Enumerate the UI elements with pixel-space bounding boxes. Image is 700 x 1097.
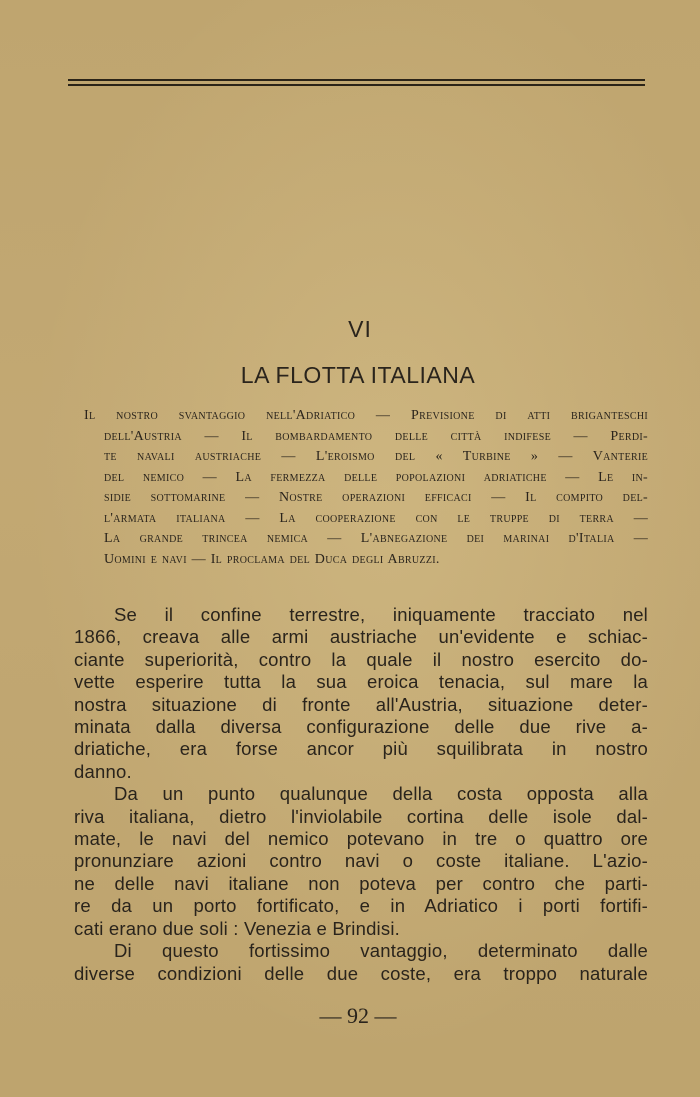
- summary-line: Il nostro svantaggio nell'Adriatico — Previsione di atti briganteschi: [84, 408, 648, 423]
- text-line: pronunziare azioni contro navi o coste italiane. L'azio-: [74, 850, 648, 872]
- chapter-summary: [84, 406, 648, 570]
- paragraph: [74, 940, 648, 985]
- paragraph: [74, 604, 648, 783]
- text-line: nostra situazione di fronte all'Austria, situazione deter-: [74, 693, 648, 715]
- text-line: diverse condizioni delle due coste, era troppo naturale: [74, 962, 648, 984]
- text-line: vette esperire tutta la sua eroica tenacia, sul mare la: [74, 671, 648, 693]
- text-line: mate, le navi del nemico potevano in tre o quattro ore: [74, 828, 648, 850]
- text-line: riva italiana, dietro l'inviolabile cortina delle isole dal-: [74, 805, 648, 827]
- text-line: Di questo fortissimo vantaggio, determinato dalle: [114, 940, 648, 962]
- text-line: Da un punto qualunque della costa opposta alla: [114, 783, 648, 805]
- chapter-title: LA FLOTTA ITALIANA: [240, 362, 476, 388]
- text-line: cati erano due soli : Venezia e Brindisi.: [74, 917, 400, 939]
- header-rule-bottom: [68, 84, 645, 86]
- text-line: minata dalla diversa configurazione delle due rive a-: [74, 716, 648, 738]
- summary-line: Uomini e navi — Il proclama del Duca degli Abruzzi.: [104, 551, 440, 567]
- chapter-number: VI: [348, 316, 372, 342]
- text-line: driatiche, era forse ancor più squilibrata in nostro: [74, 738, 648, 760]
- header-rule-top: [68, 79, 645, 81]
- summary-line: sidie sottomarine — Nostre operazioni efficaci — Il compito del-: [104, 490, 648, 505]
- paragraph: [74, 783, 648, 940]
- summary-line: dell'Austria — Il bombardamento delle città indifese — Perdi-: [104, 428, 648, 444]
- page-number: — 92 —: [319, 1003, 397, 1028]
- text-line: Se il confine terrestre, iniquamente tracciato nel: [114, 604, 648, 625]
- summary-line: l'armata italiana — La cooperazione con le truppe di terra —: [104, 510, 648, 526]
- text-line: re da un porto fortificato, e in Adriatico i porti fortifi-: [74, 895, 648, 917]
- text-line: 1866, creava alle armi austriache un'evidente e schiac-: [74, 626, 648, 648]
- summary-line: del nemico — La fermezza delle popolazioni adriatiche — Le in-: [104, 469, 648, 485]
- text-line: ne delle navi italiane non poteva per contro che parti-: [74, 872, 648, 894]
- summary-line: La grande trincea nemica — L'abnegazione dei marinai d'Italia —: [104, 531, 648, 546]
- summary-line: te navali austriache — L'eroismo del « Turbine » — Vanterie: [104, 449, 648, 464]
- text-line: ciante superiorità, contro la quale il nostro esercito do-: [74, 648, 648, 670]
- body-text: [74, 604, 648, 985]
- text-line: danno.: [74, 760, 132, 782]
